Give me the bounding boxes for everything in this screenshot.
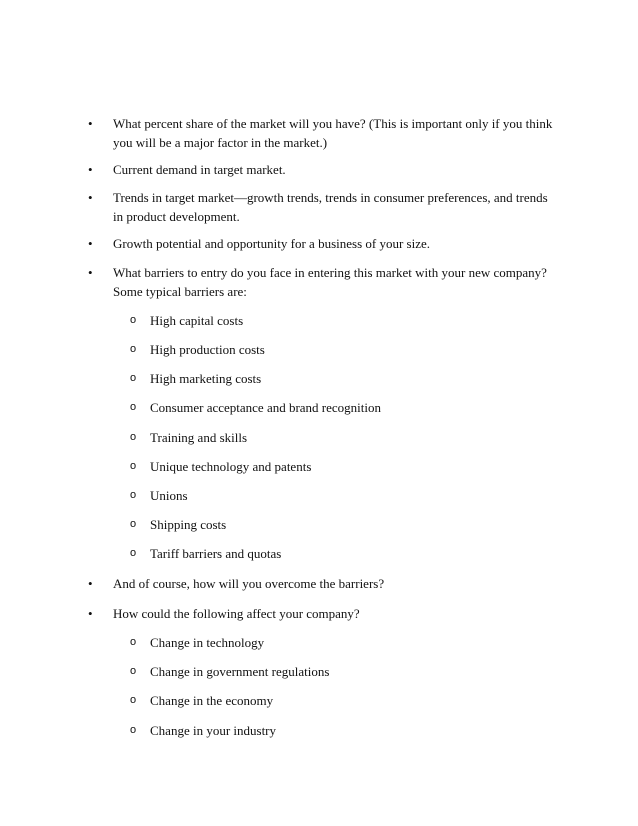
sub-list-item: [130, 691, 530, 710]
sub-bullet-icon: o: [130, 636, 137, 648]
sub-list-item: [130, 457, 530, 476]
sub-bullet-icon: o: [130, 724, 137, 736]
sub-list-item: [130, 662, 530, 681]
sub-bullet-icon: o: [130, 372, 137, 384]
sub-list-item: [130, 544, 530, 563]
sub-list-item: [130, 515, 530, 534]
sub-list-item: [130, 311, 530, 330]
sub-list-item-text: High capital costs: [150, 313, 244, 328]
sub-bullet-icon: o: [130, 314, 137, 326]
list-item: [88, 234, 558, 253]
sub-list-item-text: Shipping costs: [150, 517, 227, 532]
sub-list-item-text: Unique technology and patents: [150, 459, 312, 474]
list-item: [88, 604, 558, 623]
bullet-icon: •: [88, 190, 93, 205]
list-item: [88, 188, 558, 226]
sub-list-item: [130, 486, 530, 505]
sub-list-item-text: Change in government regulations: [150, 664, 330, 679]
bullet-icon: •: [88, 162, 93, 177]
sub-list-item: [130, 369, 530, 388]
list-item: [88, 160, 558, 179]
list-item: [88, 574, 558, 593]
sub-list-item: [130, 398, 530, 417]
sub-list-item-text: Change in technology: [150, 635, 265, 650]
sub-list-item: [130, 340, 530, 359]
sub-bullet-icon: o: [130, 489, 137, 501]
sub-list-item: [130, 721, 530, 740]
sub-bullet-icon: o: [130, 694, 137, 706]
list-item-text: Growth potential and opportunity for a business of your size.: [113, 236, 430, 251]
list-item: [88, 263, 558, 301]
list-item-text: Current demand in target market.: [113, 162, 286, 177]
sub-list-item-text: High production costs: [150, 342, 265, 357]
sub-list-item-text: Change in the economy: [150, 693, 274, 708]
bullet-icon: •: [88, 116, 93, 131]
bullet-icon: •: [88, 606, 93, 621]
list-item-text: And of course, how will you overcome the barriers?: [113, 576, 385, 591]
sub-list-item-text: Training and skills: [150, 430, 248, 445]
sub-bullet-icon: o: [130, 518, 137, 530]
sub-list-item-text: Change in your industry: [150, 723, 277, 738]
sub-bullet-icon: o: [130, 431, 137, 443]
sub-bullet-icon: o: [130, 460, 137, 472]
bullet-icon: •: [88, 576, 93, 591]
sub-list-item-text: High marketing costs: [150, 371, 262, 386]
list-item-text: What barriers to entry do you face in entering this market with your new company? Some typical barriers are:: [113, 265, 547, 299]
sub-bullet-icon: o: [130, 665, 137, 677]
sub-list-item-text: Unions: [150, 488, 188, 503]
sub-bullet-icon: o: [130, 343, 137, 355]
sub-list-item: [130, 428, 530, 447]
bullet-icon: •: [88, 265, 93, 280]
sub-list-item: [130, 633, 530, 652]
sub-bullet-icon: o: [130, 547, 137, 559]
list-item-text: What percent share of the market will you have? (This is important only if you think you will be a major factor in the market.): [113, 116, 553, 150]
list-item-text: How could the following affect your company?: [113, 606, 360, 621]
list-item-text: Trends in target market—growth trends, trends in consumer preferences, and trends in product development.: [113, 190, 548, 224]
sub-list-item-text: Tariff barriers and quotas: [150, 546, 282, 561]
bullet-icon: •: [88, 236, 93, 251]
sub-list-item-text: Consumer acceptance and brand recognition: [150, 400, 382, 415]
sub-bullet-icon: o: [130, 401, 137, 413]
list-item: [88, 114, 558, 152]
